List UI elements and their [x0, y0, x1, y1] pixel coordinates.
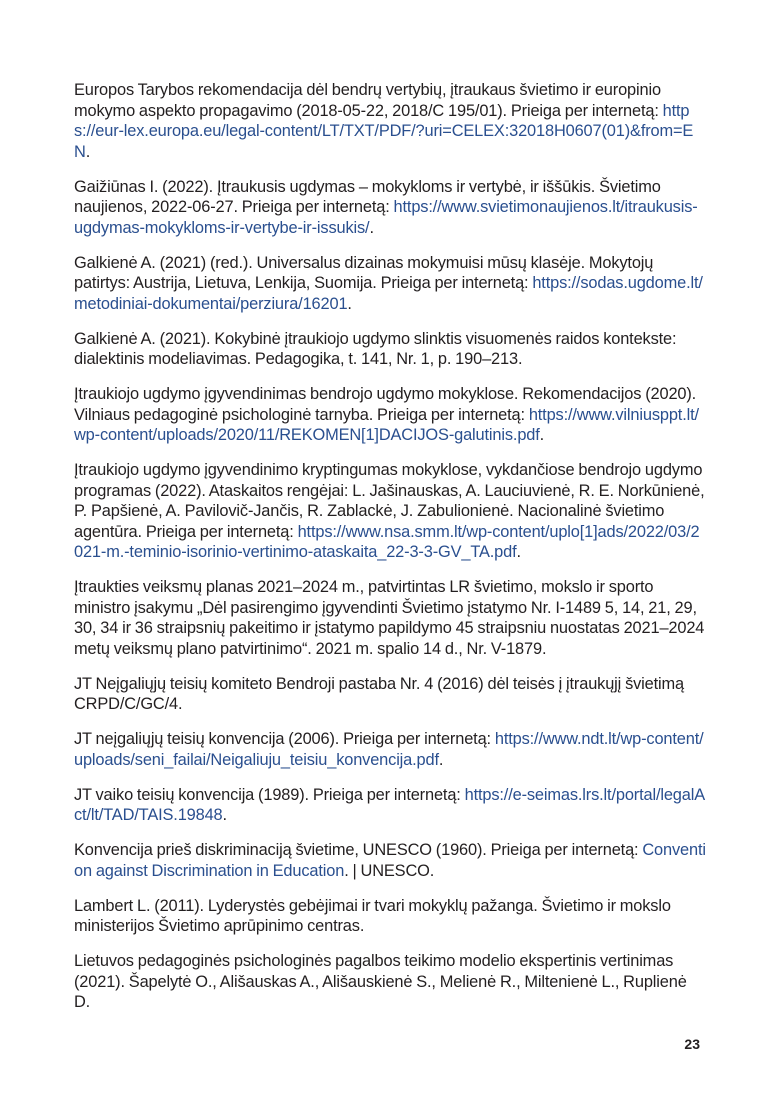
reference-link[interactable]: https://sodas.ugdome.lt/metodiniai-dokumentai/perziura/16201	[74, 274, 703, 313]
reference-text: Gaižiūnas I. (2022). Įtraukusis ugdymas – mokykloms ir vertybė, ir iššūkis. Švietimo naujienos, 2022-06-27. Prieiga per internetą:	[74, 177, 661, 216]
reference-item	[74, 80, 706, 162]
reference-item	[74, 674, 706, 715]
reference-text: Europos Tarybos rekomendacija dėl bendrų vertybių, įtraukaus švietimo ir europinio mokymo aspekto propagavimo (2018-05-22, 2018/C 195/01). Prieiga per internetą:	[74, 81, 663, 120]
reference-link[interactable]: https://www.nsa.smm.lt/wp-content/uplo[1]ads/2022/03/2021-m.-teminio-isorinio-vertinimo-ataskaita_22-3-3-GV_TA.pdf	[74, 522, 700, 561]
reference-text: JT vaiko teisių konvencija (1989). Prieiga per internetą:	[74, 785, 465, 804]
reference-link[interactable]: https://e-seimas.lrs.lt/portal/legalAct/lt/TAD/TAIS.19848	[74, 785, 706, 824]
reference-item	[74, 840, 706, 881]
reference-tail: .	[369, 218, 374, 237]
reference-link[interactable]: Convention against Discrimination in Education	[74, 841, 706, 880]
reference-item	[74, 785, 706, 826]
reference-item	[74, 253, 706, 315]
reference-item	[74, 951, 706, 1013]
reference-link[interactable]: https://www.svietimonaujienos.lt/itraukusis-ugdymas-mokykloms-ir-vertybe-ir-issukis/	[74, 198, 698, 237]
reference-item	[74, 729, 706, 770]
reference-item	[74, 384, 706, 446]
reference-tail: .	[539, 426, 545, 444]
reference-text: Galkienė A. (2021). Kokybinė įtraukiojo ugdymo slinktis visuomenės raidos kontekste: dialektinis modeliavimas. Pedagogika, t. 141, Nr. 1, p. 190–213.	[74, 329, 677, 368]
reference-link[interactable]: https://eur-lex.europa.eu/legal-content/LT/TXT/PDF/?uri=CELEX:32018H0607(01)&from=EN	[74, 101, 694, 161]
reference-link[interactable]: https://www.ndt.lt/wp-content/uploads/seni_failai/Neigaliuju_teisiu_konvencija.pdf	[74, 730, 704, 769]
reference-text: Lietuvos pedagoginės psichologinės pagalbos teikimo modelio ekspertinis vertinimas (2021). Šapelytė O., Ališauskas A., Ališauskienė S., Melienė R., Miltenienė L., Ruplienė D.	[74, 952, 687, 1011]
reference-item	[74, 577, 706, 659]
reference-text: Įtraukiojo ugdymo įgyvendinimas bendrojo ugdymo mokyklose. Rekomendacijos (2020). Vilniaus pedagoginė psichologinė tarnyba. Prieiga per internetą:	[74, 385, 697, 424]
reference-text: JT Neįgaliųjų teisių komiteto Bendroji pastaba Nr. 4 (2016) dėl teisės į įtraukųjį švietimą CRPD/C/GC/4.	[74, 674, 684, 713]
reference-tail: .	[85, 142, 91, 161]
reference-text: Įtraukties veiksmų planas 2021–2024 m., patvirtintas LR švietimo, mokslo ir sporto ministro įsakymu „Dėl pasirengimo įgyvendinti Švietimo įstatymo Nr. I-1489 5, 14, 21, 29, 30, 34 ir 36 straipsnių pakeitimo ir įstatymo papildymo 45 straipsniu nuostatas 2021–2024 metų veiksmų plano patvirtinimo“. 2021 m. spalio 14 d., Nr. V-1879.	[74, 578, 705, 658]
reference-item	[74, 896, 706, 937]
reference-tail: .	[222, 806, 227, 824]
reference-item	[74, 177, 706, 239]
reference-text: JT neįgaliųjų teisių konvencija (2006). Prieiga per internetą:	[74, 730, 495, 748]
reference-tail: . | UNESCO.	[344, 861, 435, 880]
reference-text: Įtraukiojo ugdymo įgyvendinimo kryptingumas mokyklose, vykdančiose bendrojo ugdymo programas (2022). Ataskaitos rengėjai: L. Jašinauskas, A. Lauciuvienė, R. E. Norkūnienė, P. Papšienė, A. Pavilovič-Jančis, R. Zablackė, J. Zabulionienė. Nacionalinė švietimo agentūra. Prieiga per internetą:	[74, 461, 705, 541]
reference-tail: .	[347, 294, 352, 313]
reference-text: Konvencija prieš diskriminaciją švietime, UNESCO (1960). Prieiga per internetą:	[74, 841, 643, 859]
reference-link[interactable]: https://www.vilniusppt.lt/wp-content/uploads/2020/11/REKOMEN[1]DACIJOS-galutinis.pdf	[74, 405, 699, 444]
reference-tail: .	[438, 750, 444, 769]
page-number: 23	[684, 1036, 700, 1052]
reference-text: Galkienė A. (2021) (red.). Universalus dizainas mokymuisi mūsų klasėje. Mokytojų patirtys: Austrija, Lietuva, Lenkija, Suomija. Prieiga per internetą:	[74, 253, 654, 292]
reference-item	[74, 460, 706, 563]
reference-tail: .	[516, 543, 521, 561]
reference-text: Lambert L. (2011). Lyderystės gebėjimai ir tvari mokyklų pažanga. Švietimo ir mokslo ministerijos Švietimo aprūpinimo centras.	[74, 896, 671, 935]
reference-list	[74, 80, 706, 1027]
reference-item	[74, 329, 706, 370]
